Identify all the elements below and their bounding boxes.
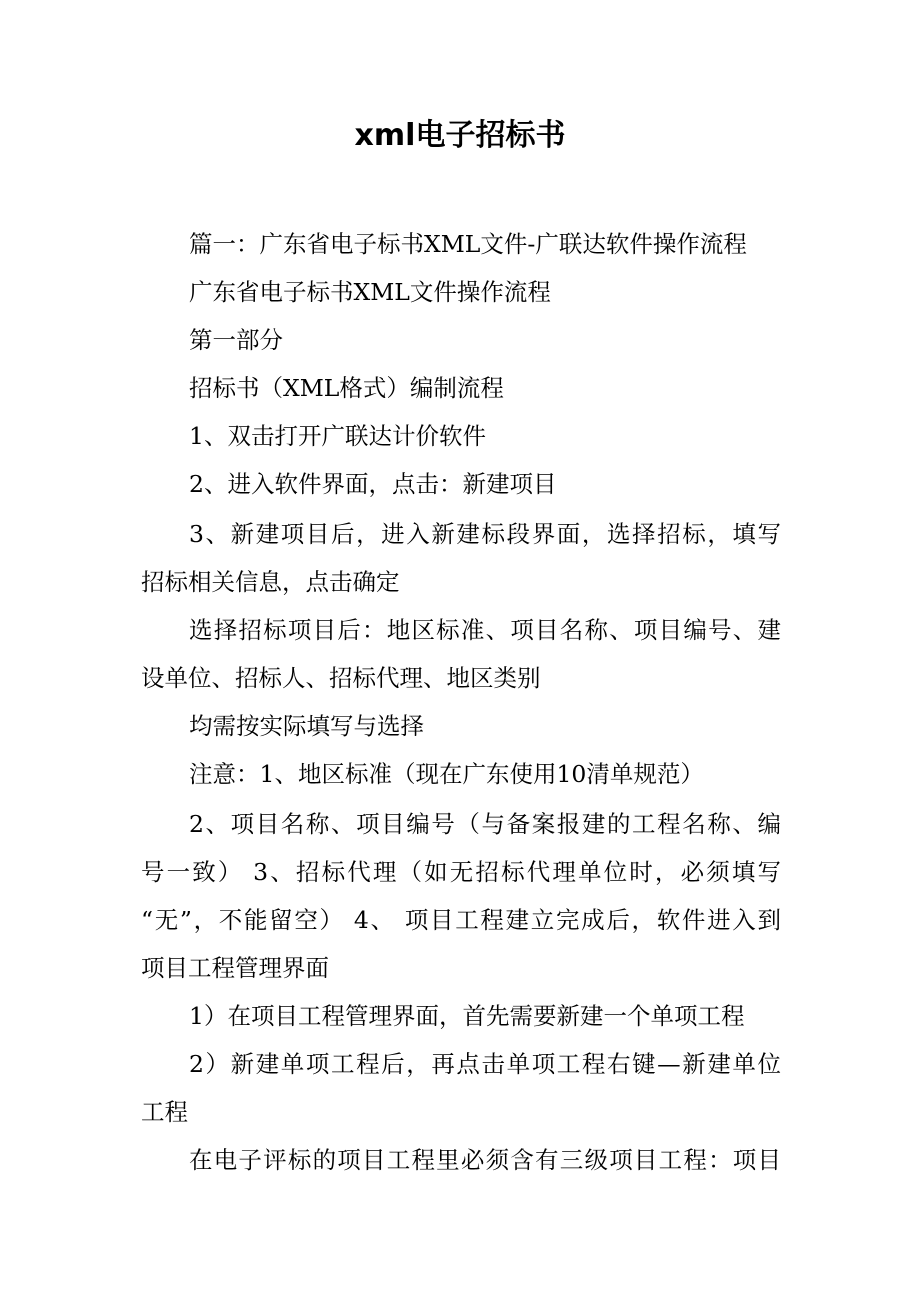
paragraph-line: 选择招标项目后：地区标准、项目名称、项目编号、建 xyxy=(189,616,781,644)
paragraph-line: 2）新建单项工程后，再点击单项工程右键—新建单位 xyxy=(189,1050,781,1078)
paragraph-line: 招标书（XML格式）编制流程 xyxy=(189,374,504,402)
paragraph-line: 项目工程管理界面 xyxy=(141,954,329,982)
paragraph-line: 篇一：广东省电子标书XML文件-广联达软件操作流程 xyxy=(189,230,747,258)
paragraph-line: 工程 xyxy=(141,1098,188,1126)
paragraph-line: 号一致） 3、招标代理（如无招标代理单位时，必须填写 xyxy=(141,858,781,886)
paragraph-line: 3、新建项目后，进入新建标段界面，选择招标，填写 xyxy=(189,520,781,548)
paragraph-line: 第一部分 xyxy=(189,326,283,354)
document-title: xml电子招标书 xyxy=(354,118,566,153)
paragraph-line: 招标相关信息，点击确定 xyxy=(141,568,400,596)
paragraph-line: 设单位、招标人、招标代理、地区类别 xyxy=(141,664,541,692)
paragraph-line: 1、双击打开广联达计价软件 xyxy=(189,422,486,450)
paragraph-line: 均需按实际填写与选择 xyxy=(189,712,424,740)
paragraph-line: 1）在项目工程管理界面，首先需要新建一个单项工程 xyxy=(189,1002,745,1030)
paragraph-line: 2、项目名称、项目编号（与备案报建的工程名称、编 xyxy=(189,810,781,838)
paragraph-line: 注意：1、地区标准（现在广东使用10清单规范） xyxy=(189,760,704,788)
paragraph-line: “无”，不能留空） 4、 项目工程建立完成后，软件进入到 xyxy=(141,906,781,934)
paragraph-line: 2、进入软件界面，点击：新建项目 xyxy=(189,470,557,498)
paragraph-line: 在电子评标的项目工程里必须含有三级项目工程：项目 xyxy=(189,1146,781,1174)
paragraph-line: 广东省电子标书XML文件操作流程 xyxy=(189,278,551,306)
